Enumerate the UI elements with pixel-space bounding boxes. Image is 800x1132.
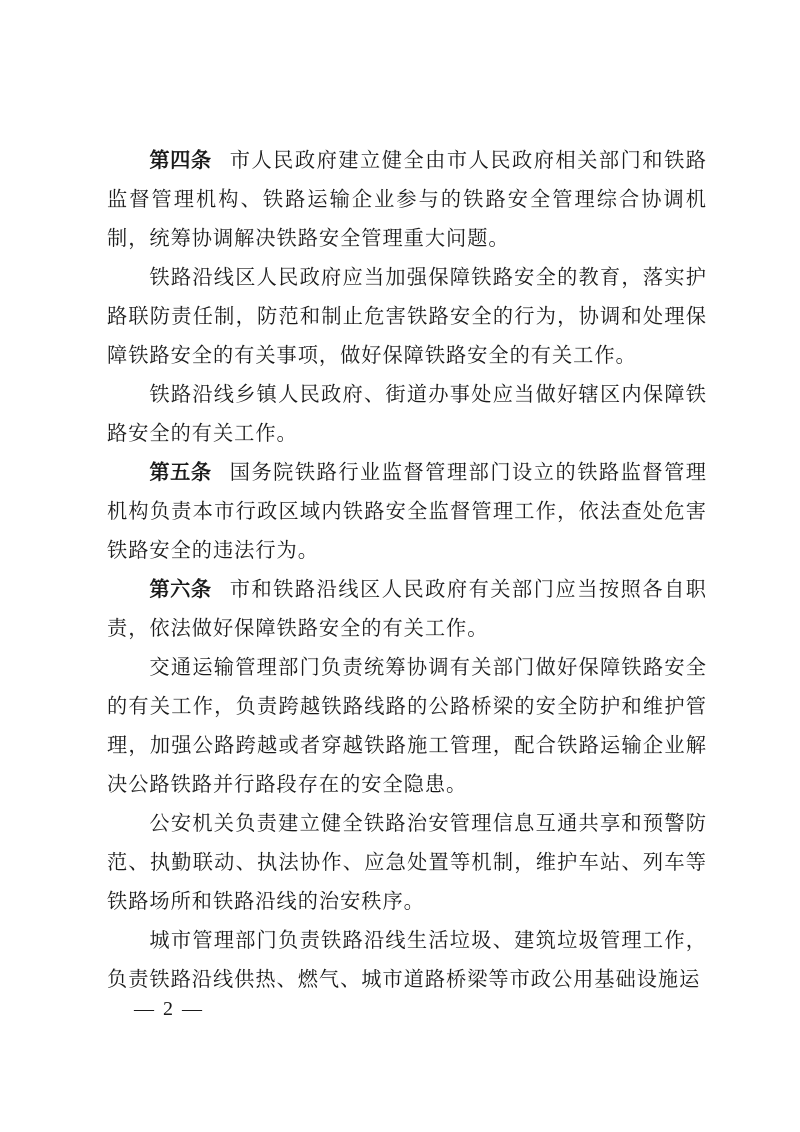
- paragraph-text: 市人民政府建立健全由市人民政府相关部门和铁路监督管理机构、铁路运输企业参与的铁路安全管理综合协调机制，统筹协调解决铁路安全管理重大问题。: [107, 148, 707, 250]
- paragraph-text: 市和铁路沿线区人民政府有关部门应当按照各自职责，依法做好保障铁路安全的有关工作。: [107, 577, 707, 640]
- paragraph-text: 公安机关负责建立健全铁路治安管理信息互通共享和预警防范、执勤联动、执法协作、应急处置等机制，维护车站、列车等铁路场所和铁路沿线的治安秩序。: [107, 811, 707, 913]
- paragraph-text: 国务院铁路行业监督管理部门设立的铁路监督管理机构负责本市行政区域内铁路安全监督管理工作，依法查处危害铁路安全的违法行为。: [107, 460, 707, 562]
- article-number: 第六条: [149, 577, 212, 601]
- paragraph-article-4: [107, 141, 707, 258]
- paragraph-public-security: [107, 804, 707, 921]
- paragraph-district-government: [107, 258, 707, 375]
- paragraph-article-5: [107, 453, 707, 570]
- paragraph-text: 城市管理部门负责铁路沿线生活垃圾、建筑垃圾管理工作，负责铁路沿线供热、燃气、城市道路桥梁等市政公用基础设施运: [107, 928, 707, 991]
- paragraph-township-government: [107, 375, 707, 453]
- article-number: 第五条: [149, 460, 212, 484]
- paragraph-text: 交通运输管理部门负责统筹协调有关部门做好保障铁路安全的有关工作，负责跨越铁路线路的公路桥梁的安全防护和维护管理，加强公路跨越或者穿越铁路施工管理，配合铁路运输企业解决公路铁路并行路段存在的安全隐患。: [107, 655, 707, 796]
- paragraph-article-6: [107, 570, 707, 648]
- page-number: — 2 —: [134, 998, 204, 1020]
- document-page-body: [107, 141, 707, 999]
- paragraph-text: 铁路沿线区人民政府应当加强保障铁路安全的教育，落实护路联防责任制，防范和制止危害铁路安全的行为，协调和处理保障铁路安全的有关事项，做好保障铁路安全的有关工作。: [107, 265, 707, 367]
- article-number: 第四条: [149, 148, 212, 172]
- paragraph-text: 铁路沿线乡镇人民政府、街道办事处应当做好辖区内保障铁路安全的有关工作。: [107, 382, 707, 445]
- paragraph-transport-department: [107, 648, 707, 804]
- paragraph-city-management: [107, 921, 707, 999]
